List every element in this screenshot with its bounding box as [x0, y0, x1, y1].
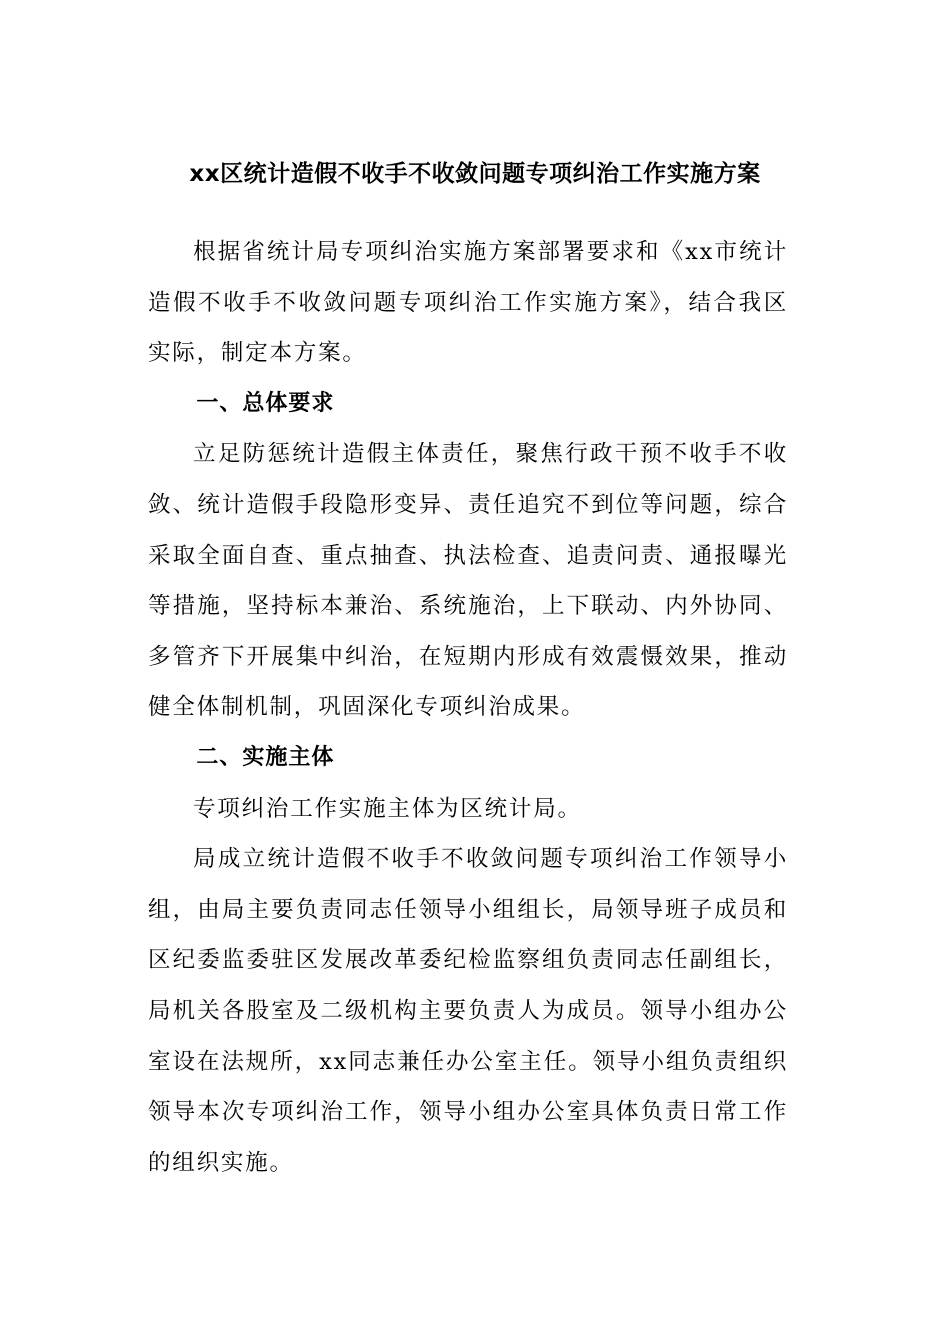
general-requirements-paragraph: 立足防惩统计造假主体责任，聚焦行政干预不收手不收敛、统计造假手段隐形变异、责任追究不到位等问题，综合采取全面自查、重点抽查、执法检查、追责问责、通报曝光等措施，坚持标本兼治、系统施治，上下联动、内外协同、多管齐下开展集中纠治，在短期内形成有效震慑效果，推动健全体制机制，巩固深化专项纠治成果。 — [148, 441, 788, 721]
implementing-body-paragraph-1: 专项纠治工作实施主体为区统计局。 — [193, 795, 582, 822]
implementing-body-paragraph-2: 局成立统计造假不收手不收敛问题专项纠治工作领导小组，由局主要负责同志任领导小组组长，局领导班子成员和区纪委监委驻区发展改革委纪检监察组负责同志任副组长，局机关各股室及二级机构主要负责人为成员。领导小组办公室设在法规所，xx同志兼任办公室主任。领导小组负责组织领导本次专项纠治工作，领导小组办公室具体负责日常工作的组织实施。 — [148, 846, 788, 1176]
intro-paragraph: 根据省统计局专项纠治实施方案部署要求和《xx市统计造假不收手不收敛问题专项纠治工作实施方案》，结合我区实际，制定本方案。 — [148, 239, 788, 367]
section-heading-implementing-body: 二、实施主体 — [196, 744, 335, 770]
document-body — [148, 227, 788, 1188]
section-heading-general-requirements: 一、总体要求 — [196, 390, 335, 416]
document-title: xx区统计造假不收手不收敛问题专项纠治工作实施方案 — [189, 161, 761, 187]
